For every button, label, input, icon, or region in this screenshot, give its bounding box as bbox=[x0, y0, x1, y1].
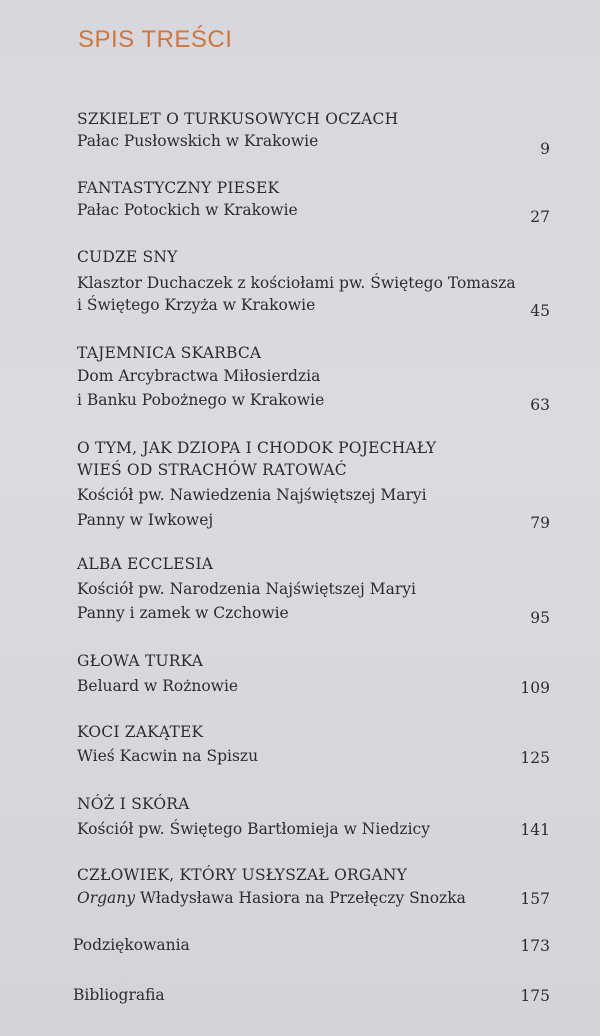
entry-heading: SZKIELET O TURKUSOWYCH OCZACH bbox=[77, 110, 399, 128]
entry-heading: KOCI ZAKĄTEK bbox=[77, 723, 204, 741]
entry-heading: O TYM, JAK DZIOPA I CHODOK POJECHAŁY bbox=[77, 439, 437, 457]
entry-page-number: 63 bbox=[530, 396, 550, 414]
entry-page-number: 173 bbox=[520, 937, 550, 955]
entry-page-number: 141 bbox=[520, 821, 550, 839]
entry-page-number: 125 bbox=[520, 749, 550, 767]
entry-page-number: 27 bbox=[530, 208, 550, 226]
entry-heading: FANTASTYCZNY PIESEK bbox=[77, 179, 280, 197]
entry-heading: CUDZE SNY bbox=[77, 248, 178, 266]
entry-heading: GŁOWA TURKA bbox=[77, 652, 204, 670]
entry-subtitle: Panny w Iwkowej bbox=[77, 511, 214, 529]
entry-subtitle: Panny i zamek w Czchowie bbox=[77, 604, 289, 622]
entry-subtitle: Klasztor Duchaczek z kościołami pw. Świętego Tomasza bbox=[77, 274, 516, 292]
entry-page-number: 175 bbox=[520, 987, 550, 1005]
entry-heading: TAJEMNICA SKARBCA bbox=[77, 344, 262, 362]
entry-heading: NÓŻ I SKÓRA bbox=[77, 795, 190, 813]
entry-subtitle: Wieś Kacwin na Spiszu bbox=[77, 747, 259, 765]
entry-subtitle: Bibliografia bbox=[73, 986, 165, 1004]
entry-subtitle: i Banku Pobożnego w Krakowie bbox=[77, 391, 325, 409]
entry-subtitle: Kościół pw. Świętego Bartłomieja w Niedzicy bbox=[77, 820, 430, 838]
entry-page-number: 95 bbox=[530, 609, 550, 627]
entry-page-number: 9 bbox=[540, 140, 550, 158]
entry-page-number: 79 bbox=[530, 514, 550, 532]
entry-subtitle: Podziękowania bbox=[73, 936, 190, 954]
entry-heading: ALBA ECCLESIA bbox=[77, 555, 214, 573]
entry-subtitle: Kościół pw. Nawiedzenia Najświętszej Maryi bbox=[77, 486, 427, 504]
entry-page-number: 45 bbox=[530, 302, 550, 320]
entry-subtitle bbox=[77, 887, 466, 909]
entry-heading: CZŁOWIEK, KTÓRY USŁYSZAŁ ORGANY bbox=[77, 866, 408, 884]
entry-subtitle-rest: Władysława Hasiora na Przełęczy Snozka bbox=[135, 889, 466, 907]
page-title: SPIS TREŚCI bbox=[78, 26, 233, 53]
entry-page-number: 157 bbox=[520, 890, 550, 908]
entry-subtitle: Pałac Pusłowskich w Krakowie bbox=[77, 132, 319, 150]
entry-subtitle: Beluard w Rożnowie bbox=[77, 677, 239, 695]
entry-subtitle-italic: Organy bbox=[77, 889, 136, 907]
entry-subtitle: i Świętego Krzyża w Krakowie bbox=[77, 296, 316, 314]
entry-page-number: 109 bbox=[520, 679, 550, 697]
entry-heading: WIEŚ OD STRACHÓW RATOWAĆ bbox=[77, 461, 347, 479]
entry-subtitle: Dom Arcybractwa Miłosierdzia bbox=[77, 367, 321, 385]
entry-subtitle: Kościół pw. Narodzenia Najświętszej Maryi bbox=[77, 580, 416, 598]
entry-subtitle: Pałac Potockich w Krakowie bbox=[77, 201, 298, 219]
